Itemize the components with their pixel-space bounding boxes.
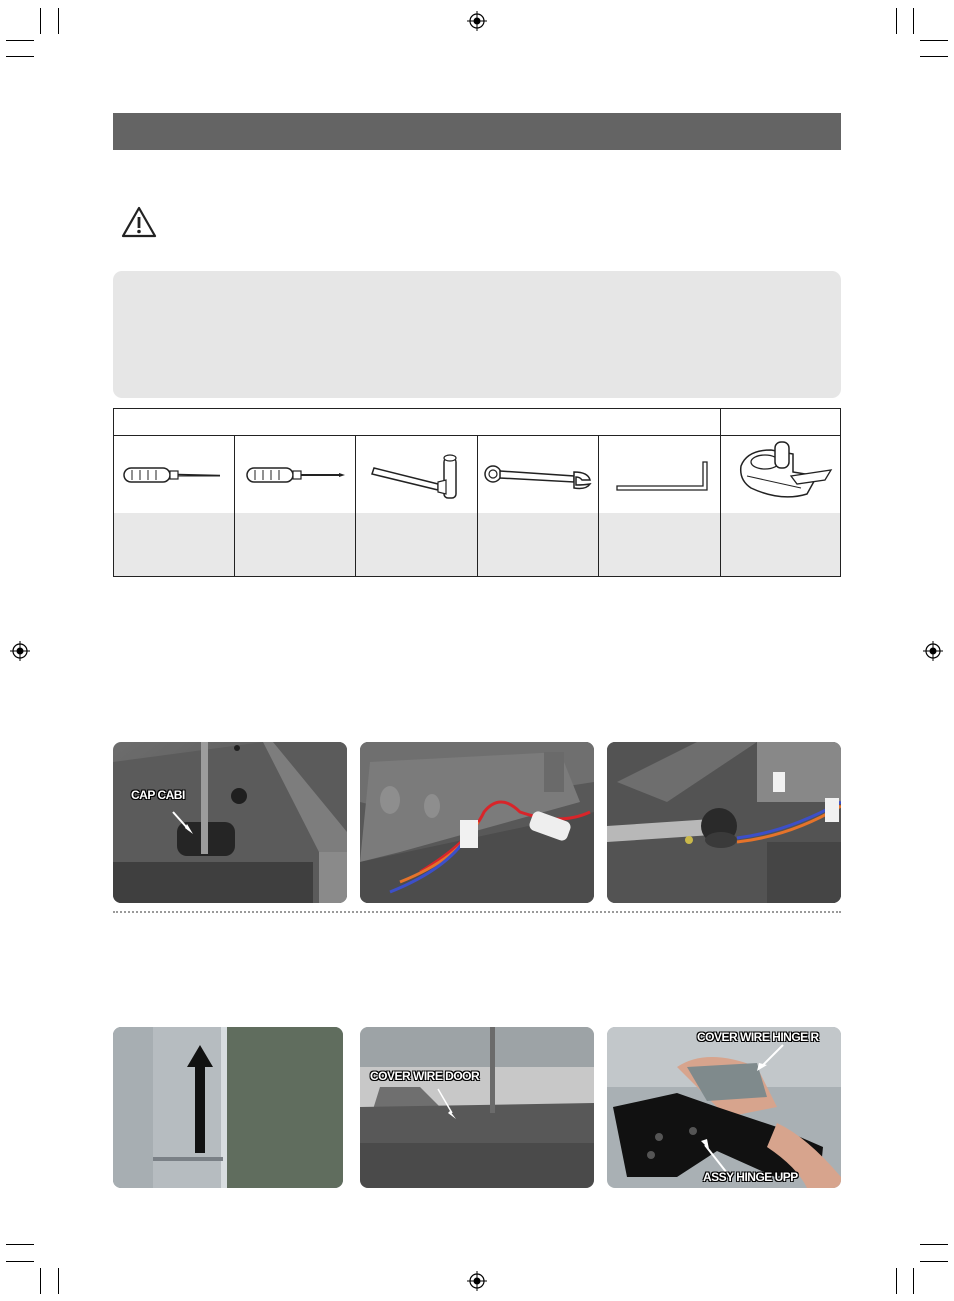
registration-mark-right-icon — [923, 641, 943, 661]
warning-triangle-icon — [121, 206, 157, 238]
notice-box — [113, 271, 841, 398]
crop-mark-tl-v2 — [58, 8, 59, 34]
tools-table — [113, 408, 841, 577]
flat-screwdriver-icon — [114, 436, 235, 513]
crop-mark-tr-v2 — [913, 8, 914, 34]
tool-caption-6 — [721, 513, 840, 576]
crop-mark-br-h2 — [920, 1261, 948, 1262]
crop-mark-tl-h2 — [6, 56, 34, 57]
cover-wire-door-label: COVER WIRE DOOR — [370, 1069, 480, 1083]
crop-mark-bl-v2 — [58, 1268, 59, 1294]
phillips-screwdriver-icon — [235, 436, 356, 513]
tool-caption-2 — [235, 513, 355, 576]
tool-caption-4 — [478, 513, 598, 576]
tool-cell-socket-driver — [356, 436, 478, 576]
crop-mark-br-h — [920, 1244, 948, 1245]
hinge-jig-icon — [721, 436, 840, 513]
crop-mark-tl-h — [6, 40, 34, 41]
tool-cell-hex-key — [599, 436, 721, 576]
cap-cabi-label: CAP CABI — [131, 788, 185, 802]
tool-caption-3 — [356, 513, 477, 576]
combination-wrench-icon — [478, 436, 599, 513]
tool-cell-jig — [721, 436, 840, 576]
assy-hinge-label: ASSY HINGE UPP — [703, 1170, 798, 1184]
crop-mark-br-v — [896, 1268, 897, 1294]
photo-lift-door — [113, 1027, 343, 1188]
photo-cover-wire-door — [360, 1027, 594, 1188]
hex-key-icon — [599, 436, 721, 513]
tools-header-right — [721, 409, 840, 436]
tool-caption-1 — [114, 513, 234, 576]
tools-header-left — [114, 409, 721, 436]
cover-wire-hinge-label: COVER WIRE HINGE R — [697, 1030, 819, 1044]
socket-wrench-icon — [356, 436, 478, 513]
crop-mark-bl-v — [40, 1268, 41, 1294]
registration-mark-left-icon — [10, 641, 30, 661]
tool-cell-screwdriver-phillips — [235, 436, 356, 576]
crop-mark-tr-h2 — [920, 56, 948, 57]
tool-cell-box-wrench — [478, 436, 599, 576]
section-header-bar — [113, 113, 841, 150]
tool-caption-5 — [599, 513, 720, 576]
photo-wrench-hinge — [607, 742, 841, 903]
crop-mark-tr-h — [920, 40, 948, 41]
photo-cap-cabi — [113, 742, 347, 903]
tool-cell-screwdriver-flat — [114, 436, 235, 576]
crop-mark-tr-v — [896, 8, 897, 34]
photo-hinge-assembly — [607, 1027, 841, 1188]
registration-mark-bottom-icon — [467, 1271, 487, 1291]
crop-mark-bl-h — [6, 1244, 34, 1245]
registration-mark-top-icon — [467, 11, 487, 31]
crop-mark-tl-v — [40, 8, 41, 34]
crop-mark-bl-h2 — [6, 1261, 34, 1262]
crop-mark-br-v2 — [913, 1268, 914, 1294]
photo-wire-connector — [360, 742, 594, 903]
section-divider — [113, 911, 841, 913]
